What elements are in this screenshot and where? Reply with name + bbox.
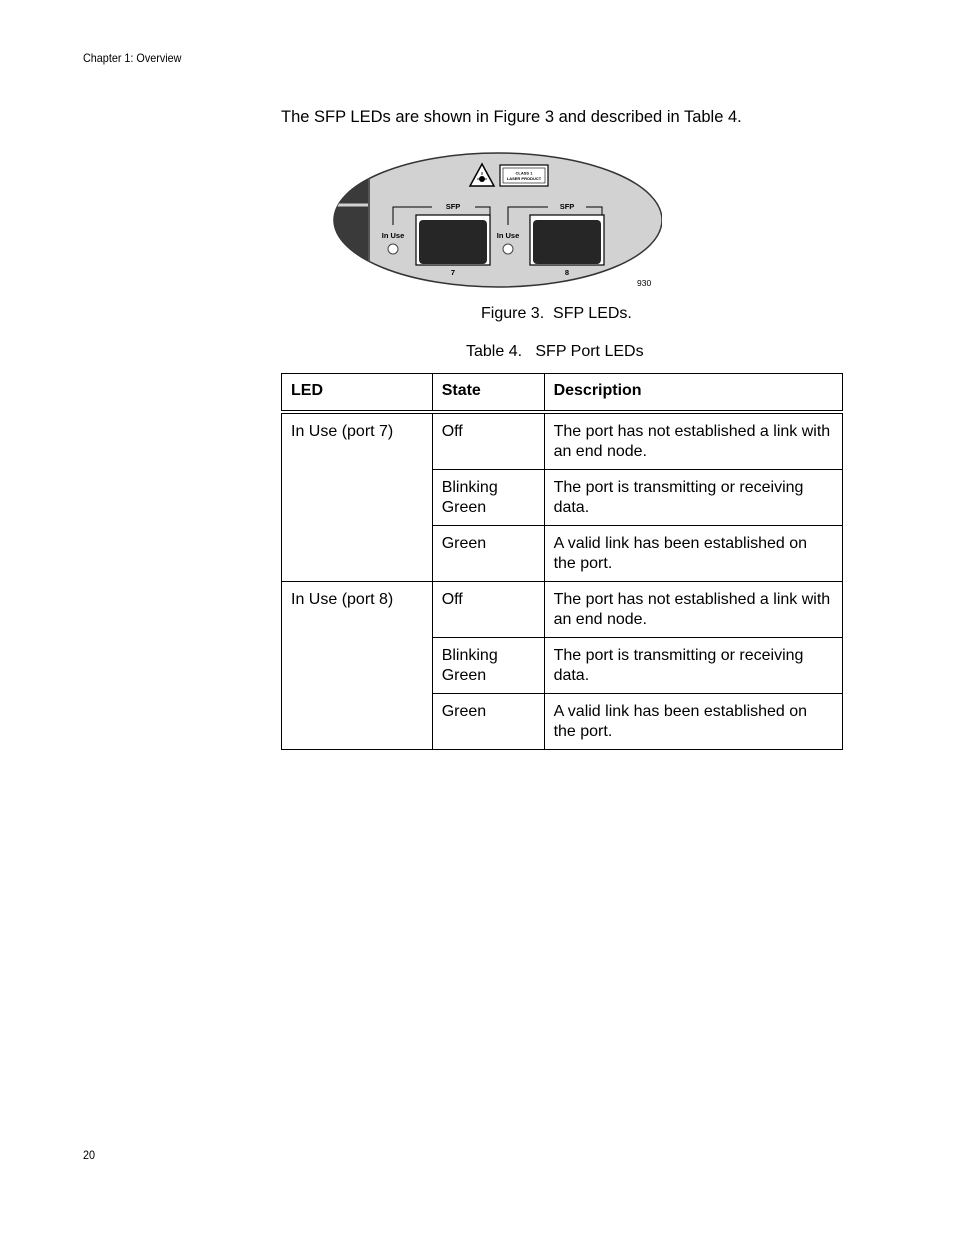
intro-paragraph: The SFP LEDs are shown in Figure 3 and described in Table 4. bbox=[281, 108, 742, 126]
state-cell: Blinking Green bbox=[432, 470, 544, 526]
description-cell: A valid link has been established on the port. bbox=[544, 526, 842, 582]
state-cell: Off bbox=[432, 582, 544, 638]
figure-caption: Figure 3. SFP LEDs. bbox=[481, 305, 632, 322]
in-use-label-7: In Use bbox=[381, 231, 405, 240]
sfp-panel-illustration bbox=[332, 150, 662, 290]
state-cell: Off bbox=[432, 412, 544, 470]
in-use-led-7 bbox=[388, 244, 398, 254]
header-led: LED bbox=[282, 374, 433, 413]
port-number-7: 7 bbox=[450, 268, 456, 277]
table-header-row bbox=[282, 374, 843, 413]
adjacent-port-block bbox=[332, 150, 368, 290]
laser-label-line1: CLASS 1 bbox=[515, 170, 533, 176]
state-cell: Blinking Green bbox=[432, 638, 544, 694]
description-cell: The port is transmitting or receiving data. bbox=[544, 638, 842, 694]
table-row bbox=[282, 412, 843, 470]
header-state: State bbox=[432, 374, 544, 413]
page-number: 20 bbox=[83, 1148, 96, 1162]
in-use-led-8 bbox=[503, 244, 513, 254]
port-number-8: 8 bbox=[564, 268, 570, 277]
sfp-label-7: SFP bbox=[445, 202, 461, 211]
table-row bbox=[282, 582, 843, 638]
running-header: Chapter 1: Overview bbox=[83, 51, 182, 65]
figure-id: 930 bbox=[637, 278, 652, 288]
state-cell: Green bbox=[432, 694, 544, 750]
table-caption: Table 4. SFP Port LEDs bbox=[466, 343, 644, 360]
description-cell: The port is transmitting or receiving data. bbox=[544, 470, 842, 526]
sfp-led-table bbox=[281, 373, 843, 750]
laser-label-line2: LASER PRODUCT bbox=[506, 176, 542, 181]
led-cell: In Use (port 8) bbox=[282, 582, 433, 750]
description-cell: A valid link has been established on the port. bbox=[544, 694, 842, 750]
description-cell: The port has not established a link with an end node. bbox=[544, 582, 842, 638]
state-cell: Green bbox=[432, 526, 544, 582]
in-use-label-8: In Use bbox=[496, 231, 520, 240]
led-cell: In Use (port 7) bbox=[282, 412, 433, 582]
header-description: Description bbox=[544, 374, 842, 413]
sfp-figure bbox=[332, 150, 662, 290]
laser-class-label bbox=[500, 165, 548, 186]
description-cell: The port has not established a link with an end node. bbox=[544, 412, 842, 470]
sfp-label-8: SFP bbox=[559, 202, 575, 211]
